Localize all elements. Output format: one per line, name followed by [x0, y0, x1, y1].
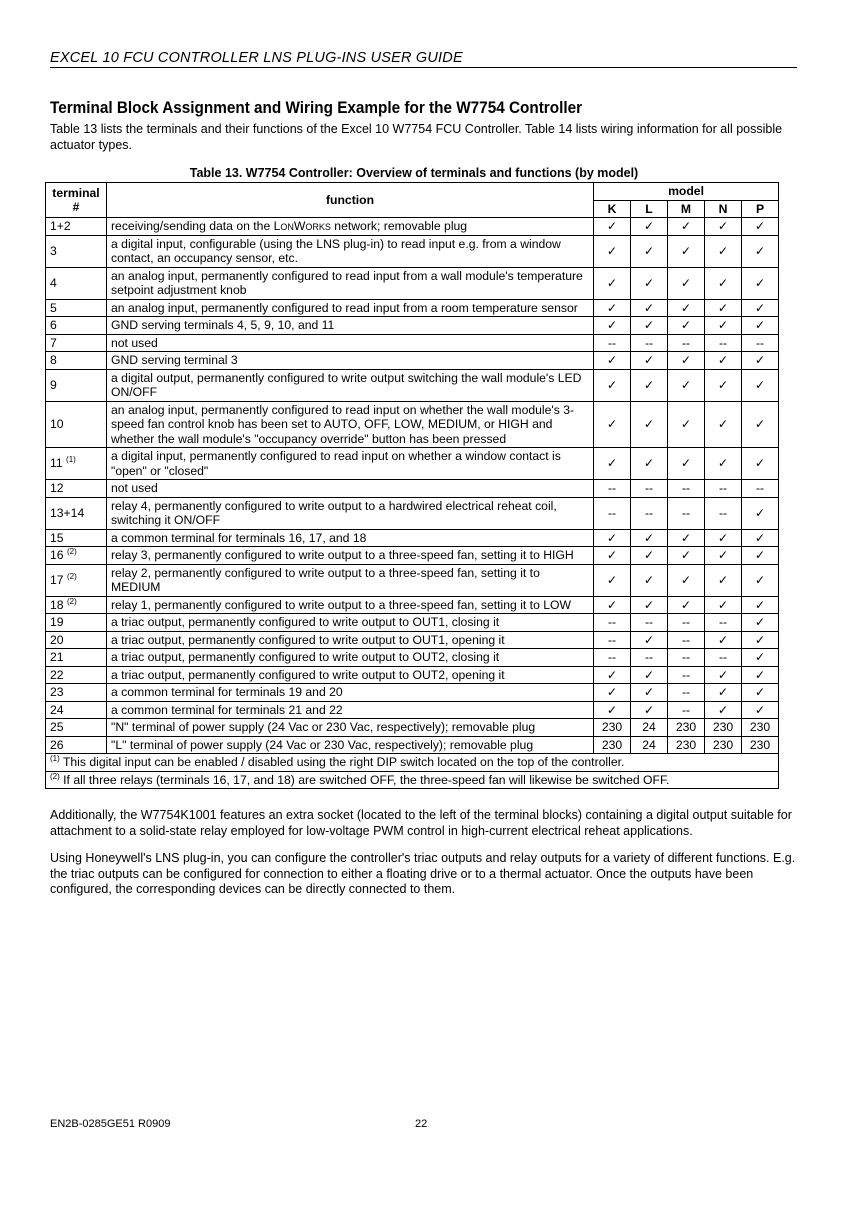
checkmark-cell: ✓	[742, 547, 779, 565]
checkmark-cell: ✓	[631, 564, 668, 596]
footnote-reference: (2)	[66, 571, 77, 581]
checkmark-cell: ✓	[631, 267, 668, 299]
function-text: a triac output, permanently configured to write output to OUT1, closing it	[111, 615, 500, 629]
checkmark-cell: ✓	[668, 547, 705, 565]
terminal-cell	[46, 235, 107, 267]
function-cell	[107, 369, 594, 401]
checkmark-cell: ✓	[705, 401, 742, 448]
checkmark-cell: ✓	[705, 631, 742, 649]
model-value-cell: --	[668, 334, 705, 352]
function-cell	[107, 529, 594, 547]
checkmark-cell: ✓	[742, 649, 779, 667]
table-row	[46, 352, 779, 370]
checkmark-cell: ✓	[594, 235, 631, 267]
checkmark-cell: ✓	[742, 448, 779, 480]
model-value-cell: --	[705, 480, 742, 498]
model-value-cell: --	[668, 480, 705, 498]
terminal-cell	[46, 701, 107, 719]
checkmark-cell: ✓	[668, 564, 705, 596]
checkmark-cell: ✓	[742, 369, 779, 401]
model-value-cell: 230	[594, 736, 631, 754]
checkmark-cell: ✓	[705, 235, 742, 267]
function-text-brand: LonWorks	[273, 219, 331, 233]
footnote-mark: (1)	[50, 753, 60, 763]
checkmark-cell: ✓	[705, 547, 742, 565]
footnote-mark: (2)	[50, 771, 60, 781]
terminal-cell	[46, 218, 107, 236]
checkmark-cell: ✓	[742, 666, 779, 684]
checkmark-cell: ✓	[594, 218, 631, 236]
terminal-cell	[46, 352, 107, 370]
model-value-cell: --	[594, 649, 631, 667]
checkmark-cell: ✓	[594, 267, 631, 299]
terminal-number: 5	[50, 300, 57, 315]
function-text: "L" terminal of power supply (24 Vac or 230 Vac, respectively); removable plug	[111, 737, 534, 752]
checkmark-cell: ✓	[742, 684, 779, 702]
checkmark-cell: ✓	[668, 448, 705, 480]
terminal-number: 3	[50, 243, 57, 258]
model-value-cell: --	[594, 480, 631, 498]
checkmark-cell: ✓	[631, 218, 668, 236]
intro-paragraph: Table 13 lists the terminals and their functions of the Excel 10 W7754 FCU Controller. Table 14 lists wiring information for all possible actuator types.	[50, 122, 783, 152]
model-value-cell: 230	[668, 736, 705, 754]
function-cell	[107, 497, 594, 529]
footer-page-number: 22	[415, 1118, 428, 1130]
function-cell	[107, 401, 594, 448]
function-text: an analog input, permanently configured to read input on whether the wall module's 3-speed fan control knob has been set to AUTO, OFF, LOW, MEDIUM, or HIGH and whether the wall module's "occupancy override" button has been pressed	[111, 402, 575, 446]
function-text: not used	[111, 481, 158, 495]
terminal-cell	[46, 719, 107, 737]
paragraph-extra-socket: Additionally, the W7754K1001 features an extra socket (located to the left of the terminal blocks) containing a digital output suitable for attachment to a solid-state relay employed for low-voltage PWM control in high-current electrical reheat applications.	[50, 808, 792, 838]
model-value-cell: 230	[668, 719, 705, 737]
checkmark-cell: ✓	[631, 529, 668, 547]
function-text: relay 2, permanently configured to write output to a three-speed fan, setting it to MEDIUM	[111, 565, 540, 594]
terminal-number: 26	[50, 737, 64, 752]
function-cell	[107, 684, 594, 702]
table-row	[46, 719, 779, 737]
checkmark-cell: ✓	[705, 684, 742, 702]
table-row	[46, 267, 779, 299]
function-text: a digital input, permanently configured to read input on whether a window contact is "open" or "closed"	[111, 449, 561, 478]
function-text: a common terminal for terminals 19 and 20	[111, 685, 343, 699]
table-row	[46, 497, 779, 529]
checkmark-cell: ✓	[705, 267, 742, 299]
model-value-cell: --	[668, 497, 705, 529]
checkmark-cell: ✓	[705, 529, 742, 547]
terminal-cell	[46, 684, 107, 702]
checkmark-cell: ✓	[705, 317, 742, 335]
model-value-cell: 230	[705, 736, 742, 754]
function-cell	[107, 334, 594, 352]
function-cell	[107, 352, 594, 370]
checkmark-cell: ✓	[668, 596, 705, 614]
model-value-cell: --	[631, 649, 668, 667]
model-value-cell: --	[705, 649, 742, 667]
footer-doc-number: EN2B-0285GE51 R0909	[50, 1118, 171, 1130]
checkmark-cell: ✓	[631, 369, 668, 401]
table-body	[46, 218, 779, 754]
terminal-number: 23	[50, 685, 64, 699]
table-row	[46, 564, 779, 596]
terminal-cell	[46, 299, 107, 317]
model-value-cell: --	[594, 334, 631, 352]
checkmark-cell: ✓	[705, 299, 742, 317]
footnote-text: This digital input can be enabled / disabled using the right DIP switch located on the top of the controller.	[59, 755, 625, 769]
terminal-cell	[46, 631, 107, 649]
terminal-cell	[46, 596, 107, 614]
header-model-l: L	[631, 200, 668, 218]
footnote-reference: (1)	[66, 455, 76, 465]
header-model-p: P	[742, 200, 779, 218]
checkmark-cell: ✓	[631, 448, 668, 480]
table-row	[46, 529, 779, 547]
function-text: relay 3, permanently configured to write output to a three-speed fan, setting it to HIGH	[111, 548, 574, 562]
function-text: an analog input, permanently configured to read input from a room temperature sensor	[111, 300, 578, 315]
checkmark-cell: ✓	[668, 299, 705, 317]
checkmark-cell: ✓	[594, 666, 631, 684]
function-text: network; removable plug	[330, 219, 468, 233]
checkmark-cell: ✓	[594, 401, 631, 448]
terminal-number: 21	[50, 650, 64, 664]
function-cell	[107, 235, 594, 267]
table-row	[46, 218, 779, 236]
function-cell	[107, 614, 594, 632]
function-text: a triac output, permanently configured to write output to OUT2, closing it	[111, 650, 500, 664]
model-value-cell: 230	[705, 719, 742, 737]
function-text: receiving/sending data on the	[111, 219, 274, 233]
section-title: Terminal Block Assignment and Wiring Example for the W7754 Controller	[50, 98, 583, 117]
terminal-number: 6	[50, 318, 57, 332]
running-header: EXCEL 10 FCU CONTROLLER LNS PLUG-INS USER GUIDE	[50, 50, 797, 68]
checkmark-cell: ✓	[594, 299, 631, 317]
checkmark-cell: ✓	[631, 631, 668, 649]
checkmark-cell: ✓	[668, 235, 705, 267]
model-value-cell: --	[631, 334, 668, 352]
header-model-k: K	[594, 200, 631, 218]
table-row	[46, 649, 779, 667]
checkmark-cell: ✓	[594, 684, 631, 702]
checkmark-cell: ✓	[594, 529, 631, 547]
checkmark-cell: ✓	[742, 235, 779, 267]
checkmark-cell: ✓	[594, 564, 631, 596]
terminal-number: 15	[50, 530, 64, 545]
checkmark-cell: ✓	[668, 317, 705, 335]
checkmark-cell: ✓	[705, 666, 742, 684]
model-value-cell: --	[631, 497, 668, 529]
terminal-number: 9	[50, 377, 57, 392]
checkmark-cell: ✓	[742, 299, 779, 317]
table-row	[46, 480, 779, 498]
function-cell	[107, 596, 594, 614]
header-terminal: terminal #	[46, 183, 107, 218]
footnote-1	[46, 754, 779, 772]
table-row	[46, 448, 779, 480]
terminal-number: 1+2	[50, 219, 71, 233]
function-text: relay 1, permanently configured to write output to a three-speed fan, setting it to LOW	[111, 597, 571, 612]
table-row	[46, 631, 779, 649]
function-text: GND serving terminals 4, 5, 9, 10, and 11	[111, 318, 335, 332]
function-text: a triac output, permanently configured to write output to OUT1, opening it	[111, 632, 505, 647]
terminal-cell	[46, 666, 107, 684]
header-model: model	[594, 183, 779, 201]
table-row	[46, 299, 779, 317]
checkmark-cell: ✓	[631, 684, 668, 702]
table-row	[46, 596, 779, 614]
table-row	[46, 317, 779, 335]
terminal-cell	[46, 564, 107, 596]
terminal-number: 19	[50, 615, 64, 629]
checkmark-cell: ✓	[742, 497, 779, 529]
model-value-cell: --	[668, 701, 705, 719]
checkmark-cell: ✓	[742, 401, 779, 448]
checkmark-cell: ✓	[742, 596, 779, 614]
checkmark-cell: ✓	[594, 369, 631, 401]
checkmark-cell: ✓	[594, 596, 631, 614]
model-value-cell: 24	[631, 736, 668, 754]
checkmark-cell: ✓	[631, 596, 668, 614]
model-value-cell: 230	[742, 736, 779, 754]
terminal-number: 16	[50, 548, 64, 562]
function-cell	[107, 666, 594, 684]
function-cell	[107, 267, 594, 299]
model-value-cell: 24	[631, 719, 668, 737]
terminal-cell	[46, 736, 107, 754]
function-cell	[107, 547, 594, 565]
terminal-number: 11	[50, 456, 63, 471]
model-value-cell: 230	[594, 719, 631, 737]
terminal-number: 18	[50, 597, 64, 612]
terminal-number: 24	[50, 702, 64, 717]
terminal-number: 13+14	[50, 505, 85, 520]
checkmark-cell: ✓	[594, 701, 631, 719]
model-value-cell: --	[668, 684, 705, 702]
checkmark-cell: ✓	[631, 666, 668, 684]
checkmark-cell: ✓	[705, 701, 742, 719]
function-text: an analog input, permanently configured to read input from a wall module's temperature setpoint adjustment knob	[111, 268, 583, 297]
table-row	[46, 235, 779, 267]
checkmark-cell: ✓	[594, 317, 631, 335]
table-row	[46, 684, 779, 702]
model-value-cell: --	[705, 497, 742, 529]
function-text: GND serving terminal 3	[111, 353, 238, 367]
model-value-cell: --	[705, 614, 742, 632]
function-text: a common terminal for terminals 21 and 22	[111, 702, 343, 717]
checkmark-cell: ✓	[668, 369, 705, 401]
checkmark-cell: ✓	[742, 701, 779, 719]
checkmark-cell: ✓	[705, 596, 742, 614]
checkmark-cell: ✓	[705, 352, 742, 370]
function-cell	[107, 564, 594, 596]
function-text: a digital input, configurable (using the LNS plug-in) to read input e.g. from a window contact, an occupancy sensor, etc.	[111, 236, 561, 265]
function-cell	[107, 448, 594, 480]
checkmark-cell: ✓	[668, 352, 705, 370]
terminal-number: 25	[50, 720, 64, 734]
terminal-cell	[46, 334, 107, 352]
checkmark-cell: ✓	[631, 317, 668, 335]
checkmark-cell: ✓	[742, 218, 779, 236]
function-text: "N" terminal of power supply (24 Vac or 230 Vac, respectively); removable plug	[111, 720, 536, 734]
table-row	[46, 701, 779, 719]
checkmark-cell: ✓	[742, 317, 779, 335]
footnote-reference: (2)	[66, 596, 77, 606]
model-value-cell: --	[594, 497, 631, 529]
checkmark-cell: ✓	[594, 547, 631, 565]
model-value-cell: --	[594, 631, 631, 649]
checkmark-cell: ✓	[742, 267, 779, 299]
function-text: not used	[111, 335, 158, 350]
terminal-number: 20	[50, 632, 64, 647]
checkmark-cell: ✓	[668, 529, 705, 547]
header-model-n: N	[705, 200, 742, 218]
table-caption: Table 13. W7754 Controller: Overview of terminals and functions (by model)	[189, 166, 639, 180]
model-value-cell: --	[705, 334, 742, 352]
terminal-cell	[46, 547, 107, 565]
checkmark-cell: ✓	[742, 631, 779, 649]
checkmark-cell: ✓	[631, 547, 668, 565]
function-text: a digital output, permanently configured to write output switching the wall module's LED ON/OFF	[111, 370, 582, 399]
checkmark-cell: ✓	[705, 564, 742, 596]
function-cell	[107, 299, 594, 317]
checkmark-cell: ✓	[668, 401, 705, 448]
function-cell	[107, 631, 594, 649]
function-cell	[107, 719, 594, 737]
footnote-2	[46, 771, 779, 789]
checkmark-cell: ✓	[631, 701, 668, 719]
model-value-cell: --	[668, 649, 705, 667]
terminal-cell	[46, 401, 107, 448]
checkmark-cell: ✓	[705, 218, 742, 236]
terminals-table	[45, 182, 779, 789]
terminal-number: 7	[50, 335, 57, 350]
terminal-cell	[46, 497, 107, 529]
table-row	[46, 736, 779, 754]
model-value-cell: --	[668, 614, 705, 632]
table-row	[46, 401, 779, 448]
model-value-cell: --	[668, 666, 705, 684]
terminal-cell	[46, 317, 107, 335]
checkmark-cell: ✓	[742, 564, 779, 596]
model-value-cell: 230	[742, 719, 779, 737]
checkmark-cell: ✓	[705, 448, 742, 480]
checkmark-cell: ✓	[668, 218, 705, 236]
terminal-cell	[46, 614, 107, 632]
function-cell	[107, 218, 594, 236]
terminal-cell	[46, 529, 107, 547]
model-value-cell: --	[668, 631, 705, 649]
function-text: a triac output, permanently configured to write output to OUT2, opening it	[111, 667, 505, 682]
paragraph-configuration: Using Honeywell's LNS plug-in, you can configure the controller's triac outputs and relay outputs for a variety of different functions. E.g. the triac outputs can be configured for connection to either a floating drive or to a thermal actuator. Once the outputs have been configured, the corresponding devices can be directly connected to them.	[50, 851, 796, 896]
terminal-number: 10	[50, 417, 64, 431]
function-cell	[107, 480, 594, 498]
checkmark-cell: ✓	[705, 369, 742, 401]
terminal-number: 17	[50, 572, 64, 587]
checkmark-cell: ✓	[594, 448, 631, 480]
function-text: a common terminal for terminals 16, 17, and 18	[111, 530, 367, 545]
checkmark-cell: ✓	[742, 352, 779, 370]
model-value-cell: --	[742, 480, 779, 498]
checkmark-cell: ✓	[631, 235, 668, 267]
terminal-number: 8	[50, 353, 57, 367]
table-row	[46, 547, 779, 565]
terminal-cell	[46, 649, 107, 667]
terminal-number: 12	[50, 481, 64, 495]
terminal-cell	[46, 369, 107, 401]
function-cell	[107, 317, 594, 335]
terminal-number: 22	[50, 667, 64, 682]
function-cell	[107, 649, 594, 667]
table-row	[46, 369, 779, 401]
model-value-cell: --	[594, 614, 631, 632]
checkmark-cell: ✓	[631, 299, 668, 317]
table-row	[46, 666, 779, 684]
table-row	[46, 614, 779, 632]
checkmark-cell: ✓	[742, 614, 779, 632]
function-text: relay 4, permanently configured to write output to a hardwired electrical reheat coil, switching it ON/OFF	[111, 498, 557, 527]
footnote-reference: (2)	[66, 546, 77, 556]
header-function: function	[107, 183, 594, 218]
checkmark-cell: ✓	[631, 352, 668, 370]
table-row	[46, 334, 779, 352]
terminal-cell	[46, 448, 107, 480]
terminal-cell	[46, 267, 107, 299]
terminal-cell	[46, 480, 107, 498]
checkmark-cell: ✓	[631, 401, 668, 448]
checkmark-cell: ✓	[668, 267, 705, 299]
function-cell	[107, 736, 594, 754]
model-value-cell: --	[742, 334, 779, 352]
checkmark-cell: ✓	[742, 529, 779, 547]
model-value-cell: --	[631, 614, 668, 632]
header-model-m: M	[668, 200, 705, 218]
checkmark-cell: ✓	[594, 352, 631, 370]
footnote-text: If all three relays (terminals 16, 17, and 18) are switched OFF, the three-speed fan will likewise be switched OFF.	[59, 772, 670, 787]
function-cell	[107, 701, 594, 719]
terminal-number: 4	[50, 275, 57, 290]
model-value-cell: --	[631, 480, 668, 498]
